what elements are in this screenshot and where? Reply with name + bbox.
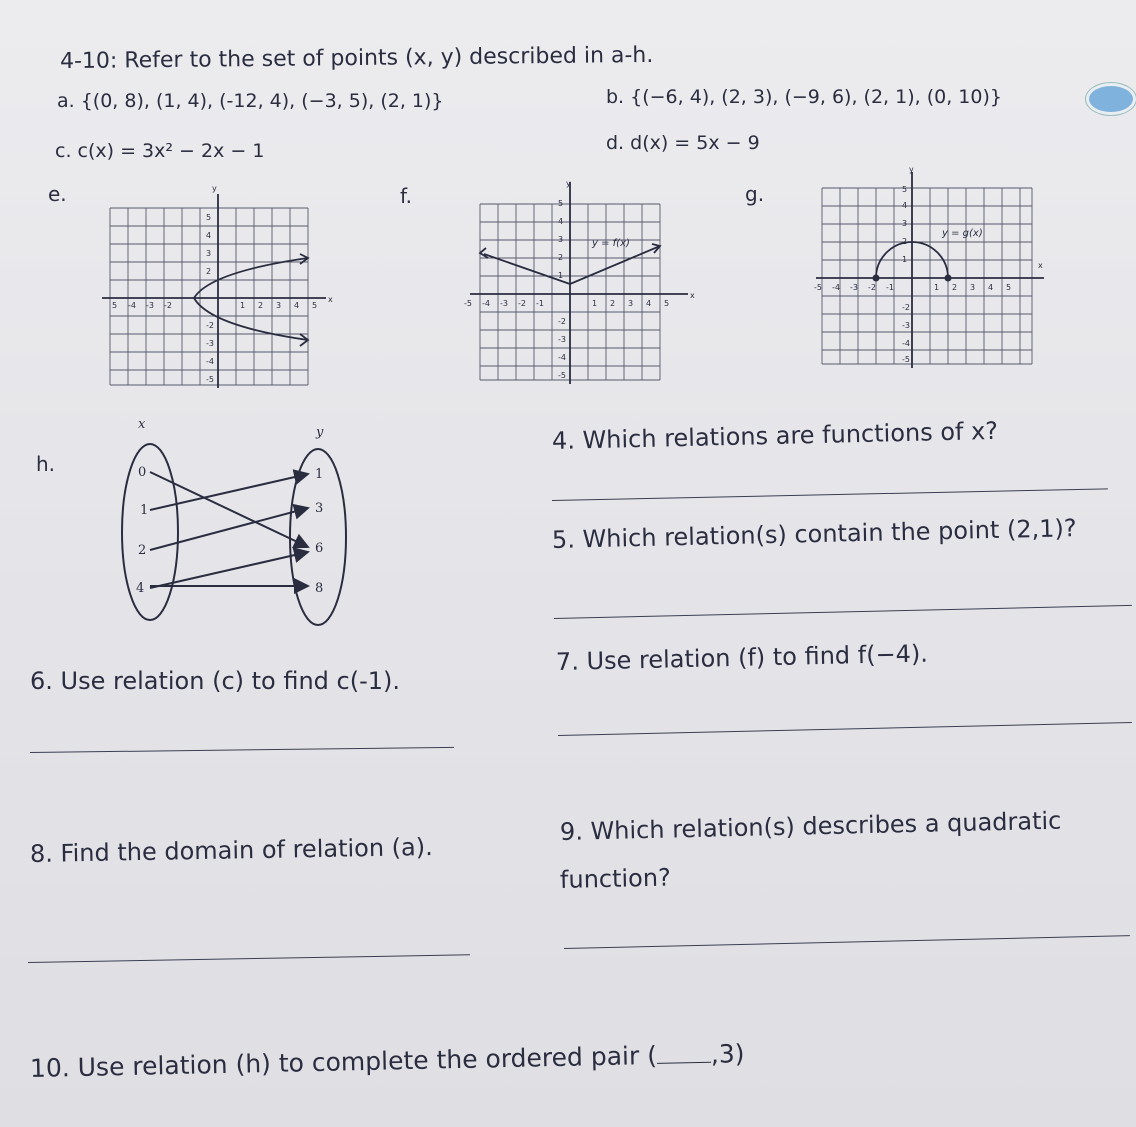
- graph-g-x-label: x: [1038, 261, 1043, 270]
- svg-text:-5: -5: [464, 299, 472, 308]
- answer-line-9[interactable]: [564, 935, 1130, 949]
- svg-text:5: 5: [664, 299, 670, 308]
- mapping-diagram-h: [110, 412, 360, 627]
- svg-text:-2: -2: [164, 301, 172, 310]
- svg-text:-3: -3: [146, 301, 154, 310]
- svg-text:4: 4: [206, 231, 212, 240]
- svg-text:4: 4: [646, 299, 652, 308]
- graph-g-endpoint-right: [945, 275, 952, 282]
- question-8: 8. Find the domain of relation (a).: [29, 832, 433, 868]
- svg-text:5: 5: [112, 301, 118, 310]
- svg-text:3: 3: [276, 301, 282, 310]
- svg-text:-2: -2: [868, 283, 876, 292]
- svg-text:5: 5: [558, 199, 564, 208]
- arrow-0-to-6: [150, 472, 308, 547]
- svg-text:4: 4: [558, 217, 564, 226]
- svg-text:-4: -4: [482, 299, 490, 308]
- graph-f-x-label: x: [690, 291, 695, 300]
- relation-a: a. {(0, 8), (1, 4), (-12, 4), (−3, 5), (2, 1)}: [57, 90, 444, 112]
- answer-blank-10[interactable]: [657, 1044, 711, 1064]
- relation-d: d. d(x) = 5x − 9: [606, 132, 760, 154]
- domain-value: 1: [140, 503, 149, 518]
- svg-text:3: 3: [970, 283, 976, 292]
- svg-text:-2: -2: [902, 303, 910, 312]
- answer-line-6[interactable]: [30, 747, 454, 753]
- answer-line-8[interactable]: [28, 954, 470, 963]
- graph-f-arrow-left: [480, 248, 488, 258]
- graph-f-curve: [484, 246, 660, 284]
- label-e: e.: [48, 182, 67, 206]
- svg-text:2: 2: [206, 267, 212, 276]
- arrow-1-to-1: [150, 474, 308, 510]
- arrow-2-to-3: [150, 508, 308, 550]
- svg-text:1: 1: [934, 283, 940, 292]
- svg-text:2: 2: [558, 253, 564, 262]
- svg-text:-4: -4: [206, 357, 214, 366]
- answer-line-4[interactable]: [552, 488, 1108, 501]
- svg-text:1: 1: [902, 255, 908, 264]
- svg-text:1: 1: [240, 301, 246, 310]
- svg-text:3: 3: [628, 299, 634, 308]
- arrow-4-to-6: [150, 552, 308, 588]
- graph-g-endpoint-left: [873, 275, 880, 282]
- range-value: 3: [315, 501, 324, 516]
- svg-text:-5: -5: [558, 371, 566, 380]
- domain-value: 4: [136, 581, 145, 596]
- label-f: f.: [400, 184, 412, 208]
- svg-text:3: 3: [206, 249, 212, 258]
- graph-e-x-label: x: [328, 295, 333, 304]
- question-4: 4. Which relations are functions of x?: [551, 416, 999, 455]
- domain-value: 2: [138, 543, 147, 558]
- svg-text:5: 5: [902, 185, 908, 194]
- svg-text:-4: -4: [832, 283, 840, 292]
- svg-text:-4: -4: [902, 339, 910, 348]
- relation-b: b. {(−6, 4), (2, 3), (−9, 6), (2, 1), (0, 10)}: [606, 86, 1002, 108]
- svg-text:5: 5: [206, 213, 212, 222]
- question-10-suffix: ,3): [710, 1039, 745, 1069]
- blue-marker-dot: [1086, 83, 1136, 115]
- mapping-range-header: y: [316, 425, 324, 440]
- question-9-line1: 9. Which relation(s) describes a quadratic: [559, 806, 1062, 846]
- graph-g-grid: [822, 188, 1032, 364]
- relation-c: c. c(x) = 3x² − 2x − 1: [55, 140, 265, 162]
- label-g: g.: [745, 182, 765, 206]
- svg-text:4: 4: [902, 201, 908, 210]
- question-5: 5. Which relation(s) contain the point (2,1)?: [551, 514, 1077, 554]
- question-6: 6. Use relation (c) to find c(-1).: [30, 667, 401, 695]
- question-9-line2: function?: [559, 863, 672, 894]
- svg-text:-5: -5: [902, 355, 910, 364]
- question-10: [30, 1039, 745, 1083]
- svg-text:-3: -3: [902, 321, 910, 330]
- range-value: 6: [315, 541, 324, 556]
- svg-text:-3: -3: [850, 283, 858, 292]
- graph-g-y-label: y: [909, 165, 914, 174]
- graph-f-y-label: y: [566, 179, 571, 188]
- svg-text:-2: -2: [558, 317, 566, 326]
- svg-text:5: 5: [312, 301, 318, 310]
- svg-text:-5: -5: [206, 375, 214, 384]
- mapping-domain-header: x: [138, 417, 146, 432]
- svg-text:-3: -3: [500, 299, 508, 308]
- graph-f-curve-label: y = f(x): [592, 238, 630, 249]
- svg-text:2: 2: [610, 299, 616, 308]
- svg-text:-4: -4: [558, 353, 566, 362]
- svg-text:2: 2: [258, 301, 264, 310]
- svg-text:4: 4: [988, 283, 994, 292]
- range-value: 1: [315, 467, 324, 482]
- label-h: h.: [36, 452, 56, 476]
- svg-text:-3: -3: [206, 339, 214, 348]
- svg-text:-5: -5: [814, 283, 822, 292]
- svg-text:1: 1: [558, 271, 564, 280]
- domain-oval: [122, 444, 178, 620]
- svg-text:-2: -2: [518, 299, 526, 308]
- svg-text:-3: -3: [558, 335, 566, 344]
- svg-text:4: 4: [294, 301, 300, 310]
- answer-line-5[interactable]: [554, 605, 1132, 619]
- svg-text:-1: -1: [886, 283, 894, 292]
- graph-f: [462, 176, 702, 386]
- graph-g-curve-label: y = g(x): [942, 228, 983, 239]
- svg-text:3: 3: [558, 235, 564, 244]
- svg-text:3: 3: [902, 219, 908, 228]
- svg-text:-1: -1: [536, 299, 544, 308]
- range-value: 8: [315, 581, 324, 596]
- worksheet-title: 4-10: Refer to the set of points (x, y) described in a-h.: [59, 42, 654, 75]
- answer-line-7[interactable]: [558, 722, 1132, 736]
- question-10-prefix: 10. Use relation (h) to complete the ordered pair (: [29, 1040, 658, 1083]
- graph-e-y-label: y: [212, 184, 217, 193]
- svg-text:1: 1: [592, 299, 598, 308]
- svg-text:-4: -4: [128, 301, 136, 310]
- svg-text:2: 2: [902, 237, 908, 246]
- svg-text:-2: -2: [206, 321, 214, 330]
- question-7: 7. Use relation (f) to find f(−4).: [555, 639, 929, 676]
- graph-e: [100, 180, 340, 390]
- graph-g: [812, 164, 1052, 374]
- domain-value: 0: [138, 465, 147, 480]
- svg-text:5: 5: [1006, 283, 1012, 292]
- svg-text:2: 2: [952, 283, 958, 292]
